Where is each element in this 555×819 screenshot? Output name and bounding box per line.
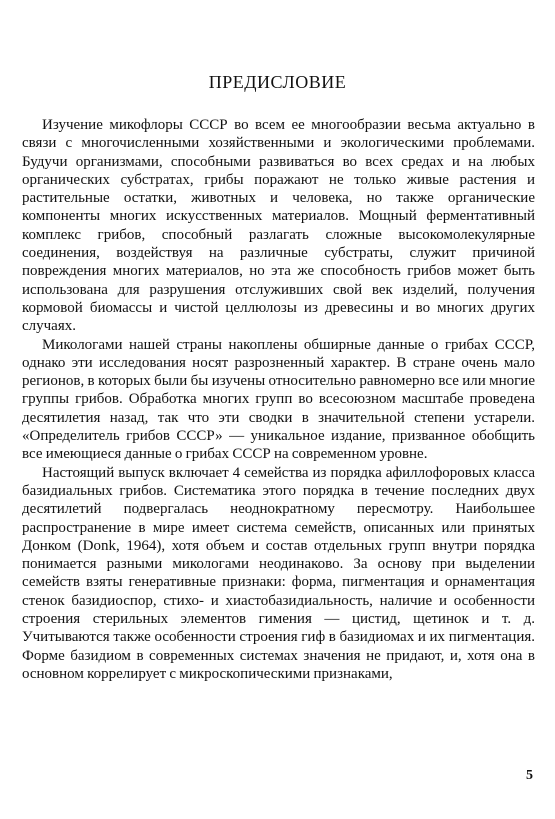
paragraph-3: Настоящий выпуск включает 4 семейства из порядка афиллофоровых класса базидиальных грибов. Систематика этого порядка в течение последних двух десятилетий подвергалась неоднократному пересмотру. Наибольшее распространение в мире имеет система семейств, описанных или принятых Донком (Donk, 1964), хотя объем и состав отдельных групп внутри порядка понимается разными микологами неодинаково. За основу при выделении семейств взяты генеративные признаки: форма, пигментация и орнаментация стенок базидиоспор, стихо- и хиастобазидиальность, наличие и особенности строения стерильных элементов гимения — цистид, щетинок и т. д. Учитываются также особенности строения гиф в базидиомах и их пигментация. Форме базидиом в современных системах значения не придают, и, хотя она в основном коррелирует с микроскопическими признаками,: [22, 464, 535, 682]
paragraph-2: Микологами нашей страны накоплены обширные данные о грибах СССР, однако эти исследования носят разрозненный характер. В стране очень мало регионов, в которых были бы изучены относительно равномерно все или многие группы грибов. Обработка многих групп во всесоюзном масштабе проведена десятилетия назад, так что эти сводки в значительной степени устарели. «Определитель грибов СССР» — уникальное издание, призванное обобщить все имеющиеся данные о грибах СССР на современном уровне.: [22, 336, 535, 463]
body-text: [22, 116, 535, 683]
page-heading: ПРЕДИСЛОВИЕ: [208, 72, 347, 92]
page-number: 5: [526, 768, 533, 783]
paragraph-1: Изучение микофлоры СССР во всем ее многообразии весьма актуально в связи с многочисленными хозяйственными и экологическими проблемами. Будучи организмами, способными развиваться во всех средах и на любых органических субстратах, грибы поражают не только живые растения и растительные остатки, животных и человека, но также органические компоненты многих искусственных материалов. Мощный ферментативный комплекс грибов, способный разлагать сложные высокомолекулярные соединения, воздействуя на различные субстраты, служит причиной повреждения многих материалов, но эта же способность грибов может быть использована для разрушения отслуживших свой век изделий, получения кормовой биомассы и чистой целлюлозы из древесины и во многих других случаях.: [22, 117, 535, 335]
